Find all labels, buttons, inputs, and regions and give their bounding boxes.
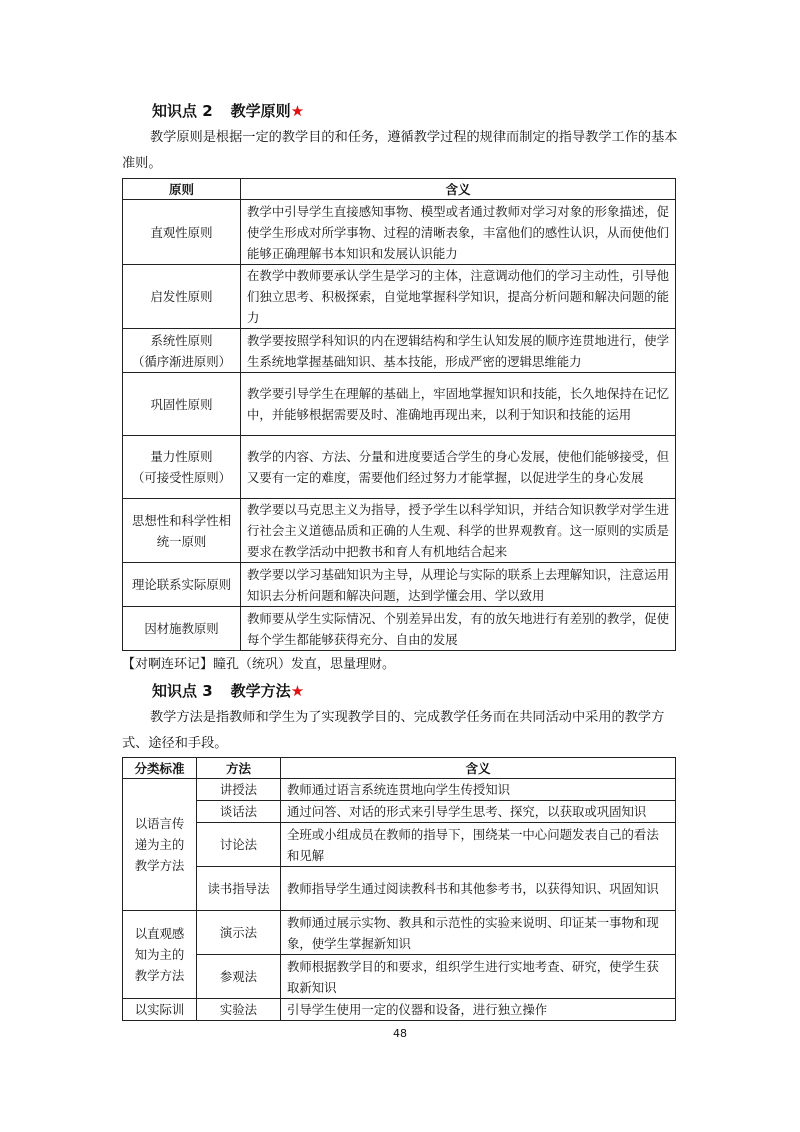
method-meaning: 教师通过展示实物、教具和示范性的实验来说明、印证某一事物和现象，使学生掌握新知识 <box>281 911 676 955</box>
table-row <box>123 200 676 265</box>
methods-table <box>122 757 676 1021</box>
section-heading-2 <box>152 100 304 121</box>
method-meaning: 教师根据教学目的和要求，组织学生进行实地考查、研究，使学生获取新知识 <box>281 955 676 999</box>
method-name: 谈话法 <box>197 801 281 823</box>
section-heading-3 <box>152 680 304 701</box>
principle-name-text: 巩固性原则 <box>150 396 213 412</box>
principle-name <box>123 499 241 563</box>
section-number: 知识点 2 <box>152 102 213 120</box>
table-row <box>123 499 676 563</box>
category-cell: 以直观感知为主的教学方法 <box>123 911 197 999</box>
method-name: 参观法 <box>197 955 281 999</box>
principle-meaning: 教学的内容、方法、分量和进度要适合学生的身心发展，使他们能够接受，但又要有一定的难度，需要他们经过努力才能掌握，以促进学生的身心发展 <box>241 436 676 499</box>
method-meaning: 教师指导学生通过阅读教科书和其他参考书，以获得知识、巩固知识 <box>281 867 676 911</box>
table-row <box>123 955 676 999</box>
column-header-meaning: 含义 <box>281 758 676 779</box>
mnemonic-note: 【对啊连环记】瞳孔（统巩）发直，思量理财。 <box>122 657 396 672</box>
principle-alias: （可接受性原则） <box>131 470 232 485</box>
principle-meaning: 教学中引导学生直接感知事物、模型或者通过教师对学习对象的形象描述，促使学生形成对所学事物、过程的清晰表象，丰富他们的感性认识，从而使他们能够正确理解书本知识和发展认识能力 <box>241 200 676 265</box>
column-header-category: 分类标准 <box>123 758 197 779</box>
principle-alias: （循序渐进原则） <box>131 353 232 369</box>
table-row <box>123 801 676 823</box>
principle-name <box>123 436 241 499</box>
principle-name <box>123 329 241 373</box>
table-row <box>123 607 676 651</box>
principle-meaning: 在教学中教师要承认学生是学习的主体，注意调动他们的学习主动性，引导他们独立思考、积极探索，自觉地掌握科学知识，提高分析问题和解决问题的能力 <box>241 265 676 329</box>
method-name: 讲授法 <box>197 779 281 801</box>
star-icon: ★ <box>290 102 305 120</box>
table-row <box>123 999 676 1021</box>
principle-name-text: 系统性原则 <box>150 332 213 348</box>
table-row <box>123 823 676 867</box>
principles-table <box>122 178 676 651</box>
principle-meaning: 教学要以马克思主义为指导，授予学生以科学知识，并结合知识教学对学生进行社会主义道德品质和正确的人生观、科学的世界观教育。这一原则的实质是要求在教学活动中把教书和育人有机地结合起来 <box>241 499 676 563</box>
principle-name-text: 因材施教原则 <box>144 621 219 636</box>
section-intro-3: 教学方法是指教师和学生为了实现教学目的、完成教学任务而在共同活动中采用的教学方式、途径和手段。 <box>122 710 665 751</box>
principle-meaning: 教师要从学生实际情况、个别差异出发，有的放矢地进行有差别的教学，促使每个学生都能够获得充分、自由的发展 <box>241 607 676 651</box>
category-cell: 以实际训 <box>123 999 197 1021</box>
table-row <box>123 563 676 607</box>
principle-name-text: 理论联系实际原则 <box>131 577 232 592</box>
method-name: 演示法 <box>197 911 281 955</box>
method-meaning: 全班或小组成员在教师的指导下，围绕某一中心问题发表自己的看法和见解 <box>281 823 676 867</box>
method-meaning: 通过问答、对话的形式来引导学生思考、探究，以获取或巩固知识 <box>281 801 676 823</box>
section-title: 教学原则 <box>230 102 291 120</box>
principle-name-text: 思想性和科学性相统一原则 <box>131 512 232 549</box>
principle-name <box>123 373 241 436</box>
section-title: 教学方法 <box>230 682 291 700</box>
method-name: 读书指导法 <box>197 867 281 911</box>
table-row <box>123 779 676 801</box>
table-row <box>123 373 676 436</box>
section-number: 知识点 3 <box>152 682 213 700</box>
section-intro-2: 教学原则是根据一定的教学目的和任务，遵循教学过程的规律而制定的指导教学工作的基本准则。 <box>122 130 678 171</box>
category-cell: 以语言传递为主的教学方法 <box>123 779 197 911</box>
principle-name <box>123 563 241 607</box>
column-header-method: 方法 <box>197 758 281 779</box>
method-meaning: 教师通过语言系统连贯地向学生传授知识 <box>281 779 676 801</box>
method-meaning: 引导学生使用一定的仪器和设备，进行独立操作 <box>281 999 676 1021</box>
table-row <box>123 436 676 499</box>
column-header-principle: 原则 <box>123 179 241 200</box>
principle-name <box>123 607 241 651</box>
principle-name-text: 启发性原则 <box>150 289 213 304</box>
table-row <box>123 867 676 911</box>
page-number: 48 <box>393 1027 407 1040</box>
table-row <box>123 911 676 955</box>
method-name: 讨论法 <box>197 823 281 867</box>
principle-name-text: 直观性原则 <box>150 224 213 240</box>
method-name: 实验法 <box>197 999 281 1021</box>
principle-name-text: 量力性原则 <box>150 449 213 464</box>
principle-name <box>123 200 241 265</box>
column-header-meaning: 含义 <box>241 179 676 200</box>
table-row <box>123 265 676 329</box>
table-row <box>123 329 676 373</box>
principle-meaning: 教学要引导学生在理解的基础上，牢固地掌握知识和技能，长久地保持在记忆中，并能够根据需要及时、准确地再现出来，以利于知识和技能的运用 <box>241 373 676 436</box>
table-header-row <box>123 758 676 779</box>
principle-name <box>123 265 241 329</box>
principle-meaning: 教学要按照学科知识的内在逻辑结构和学生认知发展的顺序连贯地进行，使学生系统地掌握基础知识、基本技能，形成严密的逻辑思维能力 <box>241 329 676 373</box>
principle-meaning: 教学要以学习基础知识为主导，从理论与实际的联系上去理解知识，注意运用知识去分析问题和解决问题，达到学懂会用、学以致用 <box>241 563 676 607</box>
star-icon: ★ <box>290 682 305 700</box>
table-header-row <box>123 179 676 200</box>
